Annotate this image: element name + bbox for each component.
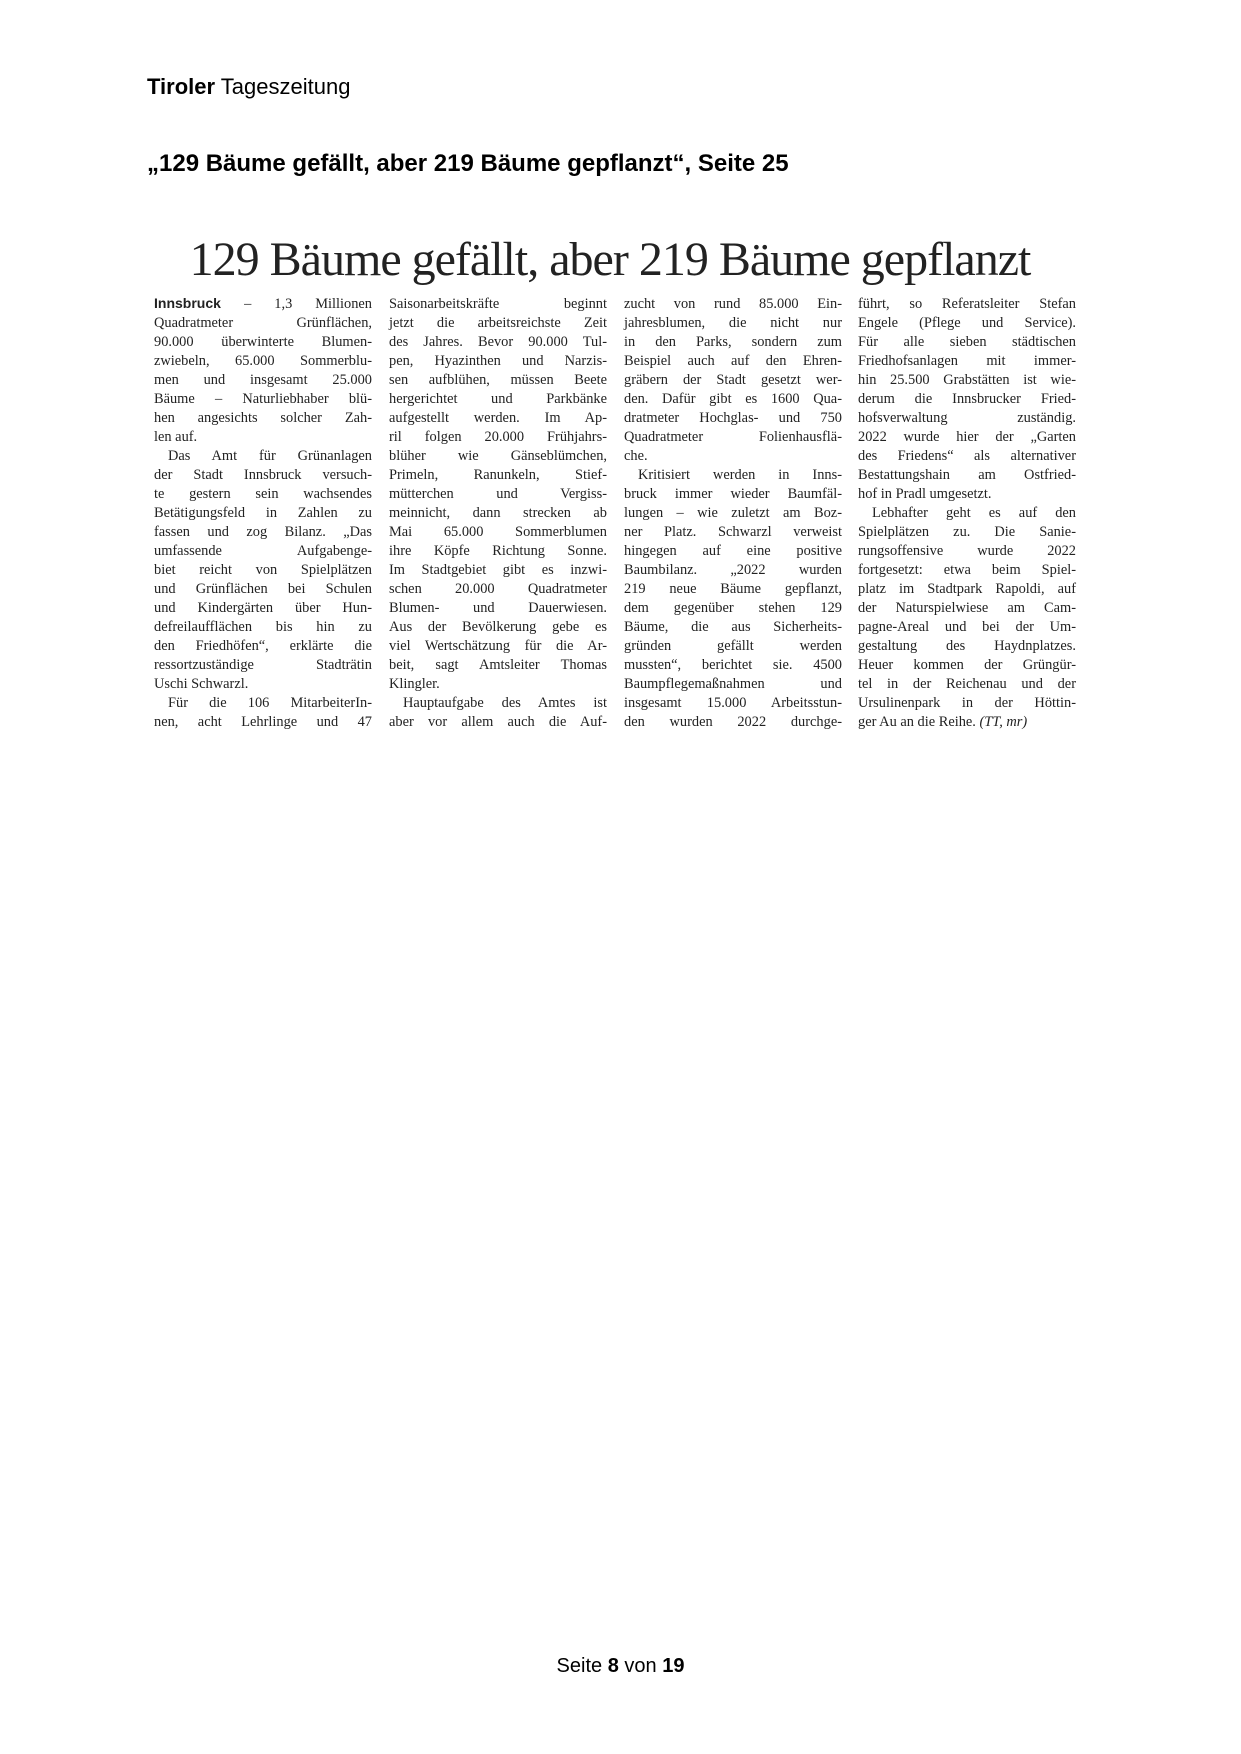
text-line: 2022 wurde hier der „Garten [858,429,1076,445]
text-line: hingegen auf eine positive [624,543,842,559]
text-line: ner Platz. Schwarzl verweist [624,524,842,540]
text-line: fortgesetzt: etwa beim Spiel- [858,562,1076,578]
text-line: Aus der Bevölkerung gebe es [389,619,607,635]
text-line: gräbern der Stadt gesetzt wer- [624,372,842,388]
text-line: Baumbilanz. „2022 wurden [624,562,842,578]
text-line: Betätigungsfeld in Zahlen zu [154,505,372,521]
total-pages: 19 [662,1655,685,1677]
text-line: Hauptaufgabe des Amtes ist [403,695,607,711]
text-line: Für die 106 MitarbeiterIn- [168,695,372,711]
text-line: und Kindergärten über Hun- [154,600,372,616]
text-line: che. [624,448,648,464]
text-line: jetzt die arbeitsreichste Zeit [389,315,607,331]
text-line: hofsverwaltung zuständig. [858,410,1076,426]
article-column [389,295,607,732]
text-line: in den Parks, sondern zum [624,334,842,350]
text-line: hergerichtet und Parkbänke [389,391,607,407]
text-line: Im Stadtgebiet gibt es inzwi- [389,562,607,578]
text-line: aufgestellt werden. Im Ap- [389,410,607,426]
text-line: sen aufblühen, müssen Beete [389,372,607,388]
text-line: len auf. [154,429,198,445]
text-line: defreilaufflächen bis hin zu [154,619,372,635]
text-line: men und insgesamt 25.000 [154,372,372,388]
text-line: ressortzuständige Stadträtin [154,657,372,673]
article-column [858,295,1076,732]
text-line: der Naturspielwiese am Cam- [858,600,1076,616]
publication-name [147,74,350,100]
text-line: den Friedhöfen“, erklärte die [154,638,372,654]
text-line: des Jahres. Bevor 90.000 Tul- [389,334,607,350]
text-line: dem gegenüber stehen 129 [624,600,842,616]
text-line: führt, so Referatsleiter Stefan [858,296,1076,312]
text-line: meinnicht, dann strecken ab [389,505,607,521]
text-line: gestaltung des Haydnplatzes. [858,638,1076,654]
article-reference: „129 Bäume gefällt, aber 219 Bäume gepflanzt“, Seite 25 [147,150,789,177]
text-line: 90.000 überwinterte Blumen- [154,334,372,350]
text-line: und Grünflächen bei Schulen [154,581,372,597]
text-line: ihre Köpfe Richtung Sonne. [389,543,607,559]
text-line: zwiebeln, 65.000 Sommerblu- [154,353,372,369]
text-line: Kritisiert werden in Inns- [638,467,842,483]
text-line: Quadratmeter Folienhausflä- [624,429,842,445]
text-line: den wurden 2022 durchge- [624,714,842,730]
text-line: Friedhofsanlagen mit immer- [858,353,1076,369]
text-line: jahresblumen, die nicht nur [624,315,842,331]
text-line: Spielplätzen zu. Die Sanie- [858,524,1076,540]
text-line: Engele (Pflege und Service). [858,315,1076,331]
text-line: schen 20.000 Quadratmeter [389,581,607,597]
text-line: Ursulinenpark in der Höttin- [858,695,1076,711]
text-line: Klingler. [389,676,440,692]
text-line: Uschi Schwarzl. [154,676,249,692]
text-line: te gestern sein wachsendes [154,486,372,502]
article-column [624,295,842,732]
brand-bold: Tiroler [147,74,216,99]
page-number [0,1655,1241,1678]
text-line: Saisonarbeitskräfte beginnt [389,296,607,312]
text-line: blüher wie Gänseblümchen, [389,448,607,464]
text-line: Lebhafter geht es auf den [872,505,1076,521]
text-line: Quadratmeter Grünflächen, [154,315,372,331]
article-headline: 129 Bäume gefällt, aber 219 Bäume gepflanzt [189,233,1031,286]
text-line: umfassende Aufgabenge- [154,543,372,559]
text-line: platz im Stadtpark Rapoldi, auf [858,581,1076,597]
text-line: 219 neue Bäume gepflanzt, [624,581,842,597]
article-column [154,295,372,732]
text-line: Baumpflegemaßnahmen und [624,676,842,692]
text-line: beit, sagt Amtsleiter Thomas [389,657,607,673]
footer-middle: von [624,1655,657,1677]
text-line: nen, acht Lehrlinge und 47 [154,714,372,730]
text-line: mussten“, berichtet sie. 4500 [624,657,842,673]
text-line: dratmeter Hochglas- und 750 [624,410,842,426]
footer-prefix: Seite [556,1655,603,1677]
text-line: hin 25.500 Grabstätten ist wie- [858,372,1076,388]
text-line: Bestattungshain am Ostfried- [858,467,1076,483]
text-line: insgesamt 15.000 Arbeitsstun- [624,695,842,711]
text-line: Beispiel auch auf den Ehren- [624,353,842,369]
text-line: Innsbruck – 1,3 Millionen [154,295,373,312]
text-line: Das Amt für Grünanlagen [168,448,372,464]
text-line: Mai 65.000 Sommerblumen [389,524,607,540]
text-line: zucht von rund 85.000 Ein- [624,296,842,312]
text-line: hen angesichts solcher Zah- [154,410,372,426]
text-line: ger Au an die Reihe. (TT, mr) [858,714,1028,730]
text-line: rungsoffensive wurde 2022 [858,543,1076,559]
text-line: biet reicht von Spielplätzen [154,562,372,578]
text-line: bruck immer wieder Baumfäl- [624,486,842,502]
text-line: den. Dafür gibt es 1600 Qua- [624,391,842,407]
text-line: hof in Pradl umgesetzt. [858,486,992,502]
dateline: Innsbruck [154,295,245,311]
text-line: lungen – wie zuletzt am Boz- [624,505,842,521]
text-line: tel in der Reichenau und der [858,676,1076,692]
text-line: mütterchen und Vergiss- [389,486,607,502]
text-line: pen, Hyazinthen und Narzis- [389,353,607,369]
author-credit: (TT, mr) [975,714,1028,730]
text-line: Primeln, Ranunkeln, Stief- [389,467,607,483]
text-line: Blumen- und Dauerwiesen. [389,600,607,616]
text-line: viel Wertschätzung für die Ar- [389,638,607,654]
text-line: des Friedens“ als alternativer [858,448,1076,464]
text-line: gründen gefällt werden [624,638,842,654]
brand-rest: Tageszeitung [220,74,351,99]
text-line: aber vor allem auch die Auf- [389,714,607,730]
text-line: pagne-Areal und bei der Um- [858,619,1076,635]
text-line: Heuer kommen der Grüngür- [858,657,1076,673]
text-line: fassen und zog Bilanz. „Das [154,524,372,540]
text-line: Bäume, die aus Sicherheits- [624,619,842,635]
text-line: Für alle sieben städtischen [858,334,1076,350]
text-line: Bäume – Naturliebhaber blü- [154,391,372,407]
text-line: ril folgen 20.000 Frühjahrs- [389,429,607,445]
current-page: 8 [607,1655,619,1677]
text-line: der Stadt Innsbruck versuch- [154,467,372,483]
text-line: derum die Innsbrucker Fried- [858,391,1076,407]
